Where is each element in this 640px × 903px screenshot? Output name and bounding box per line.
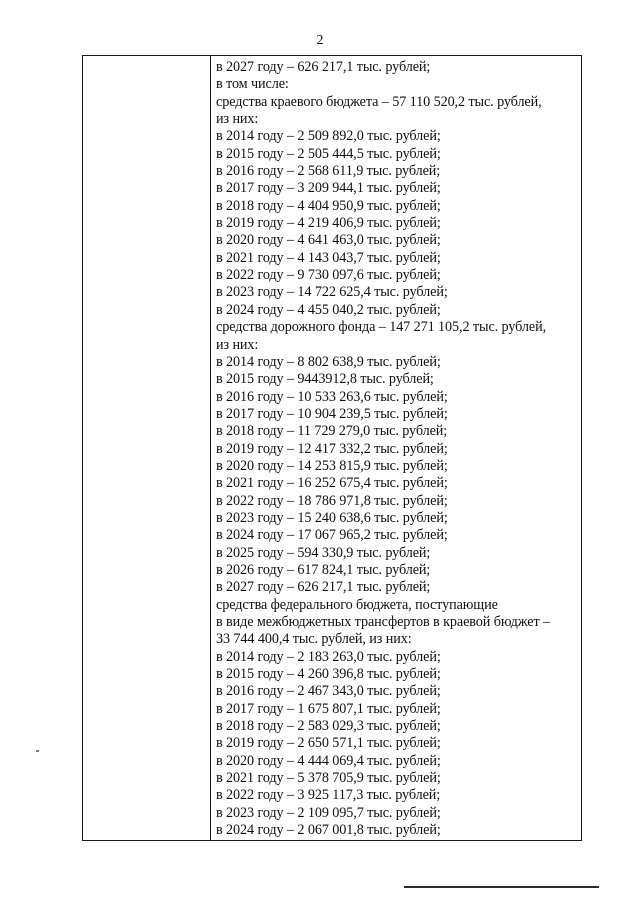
text-line: в 2015 году – 9443912,8 тыс. рублей; (216, 371, 434, 388)
text-line: в 2016 году – 2 568 611,9 тыс. рублей; (216, 163, 441, 180)
text-line: средства дорожного фонда – 147 271 105,2 тыс. рублей, (216, 319, 547, 336)
scan-mark (36, 750, 39, 752)
text-line: в 2024 году – 2 067 001,8 тыс. рублей; (216, 822, 441, 839)
text-line: в 2022 году – 18 786 971,8 тыс. рублей; (216, 492, 448, 509)
text-line: в 2020 году – 14 253 815,9 тыс. рублей; (216, 457, 448, 474)
text-line: 33 744 400,4 тыс. рублей, из них: (216, 631, 412, 648)
text-line: в 2015 году – 2 505 444,5 тыс. рублей; (216, 145, 441, 162)
text-line: в 2023 году – 14 722 625,4 тыс. рублей; (216, 284, 448, 301)
text-line: в 2020 году – 4 444 069,4 тыс. рублей; (216, 752, 441, 769)
text-line: средства краевого бюджета – 57 110 520,2 тыс. рублей, (216, 93, 542, 110)
text-line: в 2025 году – 594 330,9 тыс. рублей; (216, 544, 431, 561)
text-line: в 2022 году – 3 925 117,3 тыс. рублей; (216, 787, 441, 804)
text-line: в том числе: (216, 76, 289, 93)
text-line: в 2022 году – 9 730 097,6 тыс. рублей; (216, 267, 441, 284)
text-line: в виде межбюджетных трансфертов в краевой бюджет – (216, 614, 550, 630)
text-line: в 2017 году – 3 209 944,1 тыс. рублей; (216, 180, 441, 197)
footer-rule (404, 886, 599, 888)
text-line: в 2024 году – 4 455 040,2 тыс. рублей; (216, 301, 441, 318)
text-line: в 2019 году – 2 650 571,1 тыс. рублей; (216, 735, 441, 752)
text-line: в 2021 году – 4 143 043,7 тыс. рублей; (216, 249, 441, 266)
table-right-cell (216, 59, 578, 839)
text-line: в 2018 году – 2 583 029,3 тыс. рублей; (216, 718, 441, 735)
text-line: в 2021 году – 16 252 675,4 тыс. рублей; (216, 475, 448, 492)
text-line: в 2017 году – 10 904 239,5 тыс. рублей; (216, 405, 448, 422)
text-line: в 2017 году – 1 675 807,1 тыс. рублей; (216, 700, 441, 717)
text-line: в 2026 году – 617 824,1 тыс. рублей; (216, 561, 431, 578)
text-line: в 2016 году – 2 467 343,0 тыс. рублей; (216, 683, 441, 700)
text-line: в 2018 году – 4 404 950,9 тыс. рублей; (216, 197, 441, 214)
text-line: из них: (216, 111, 259, 128)
page-number: 2 (316, 33, 324, 48)
text-line: в 2020 году – 4 641 463,0 тыс. рублей; (216, 232, 441, 249)
text-line: в 2019 году – 12 417 332,2 тыс. рублей; (216, 440, 448, 457)
text-line: в 2016 году – 10 533 263,6 тыс. рублей; (216, 388, 448, 405)
text-line: в 2024 году – 17 067 965,2 тыс. рублей; (216, 527, 448, 544)
text-line: в 2015 году – 4 260 396,8 тыс. рублей; (216, 666, 441, 683)
text-line: в 2023 году – 2 109 095,7 тыс. рублей; (216, 804, 441, 821)
text-line: в 2014 году – 2 183 263,0 тыс. рублей; (216, 648, 441, 665)
funding-table (82, 55, 582, 841)
text-line: в 2021 году – 5 378 705,9 тыс. рублей; (216, 770, 441, 787)
text-line: средства федерального бюджета, поступающие (216, 596, 498, 613)
text-line: в 2014 году – 8 802 638,9 тыс. рублей; (216, 353, 441, 370)
text-line: в 2018 году – 11 729 279,0 тыс. рублей; (216, 423, 448, 440)
table-left-cell (83, 56, 211, 840)
text-line: в 2023 году – 15 240 638,6 тыс. рублей; (216, 509, 448, 526)
text-line: в 2019 году – 4 219 406,9 тыс. рублей; (216, 215, 441, 232)
text-line: в 2014 году – 2 509 892,0 тыс. рублей; (216, 128, 441, 145)
text-line: в 2027 году – 626 217,1 тыс. рублей; (216, 579, 431, 596)
text-line: из них: (216, 336, 259, 353)
text-line: в 2027 году – 626 217,1 тыс. рублей; (216, 59, 431, 75)
